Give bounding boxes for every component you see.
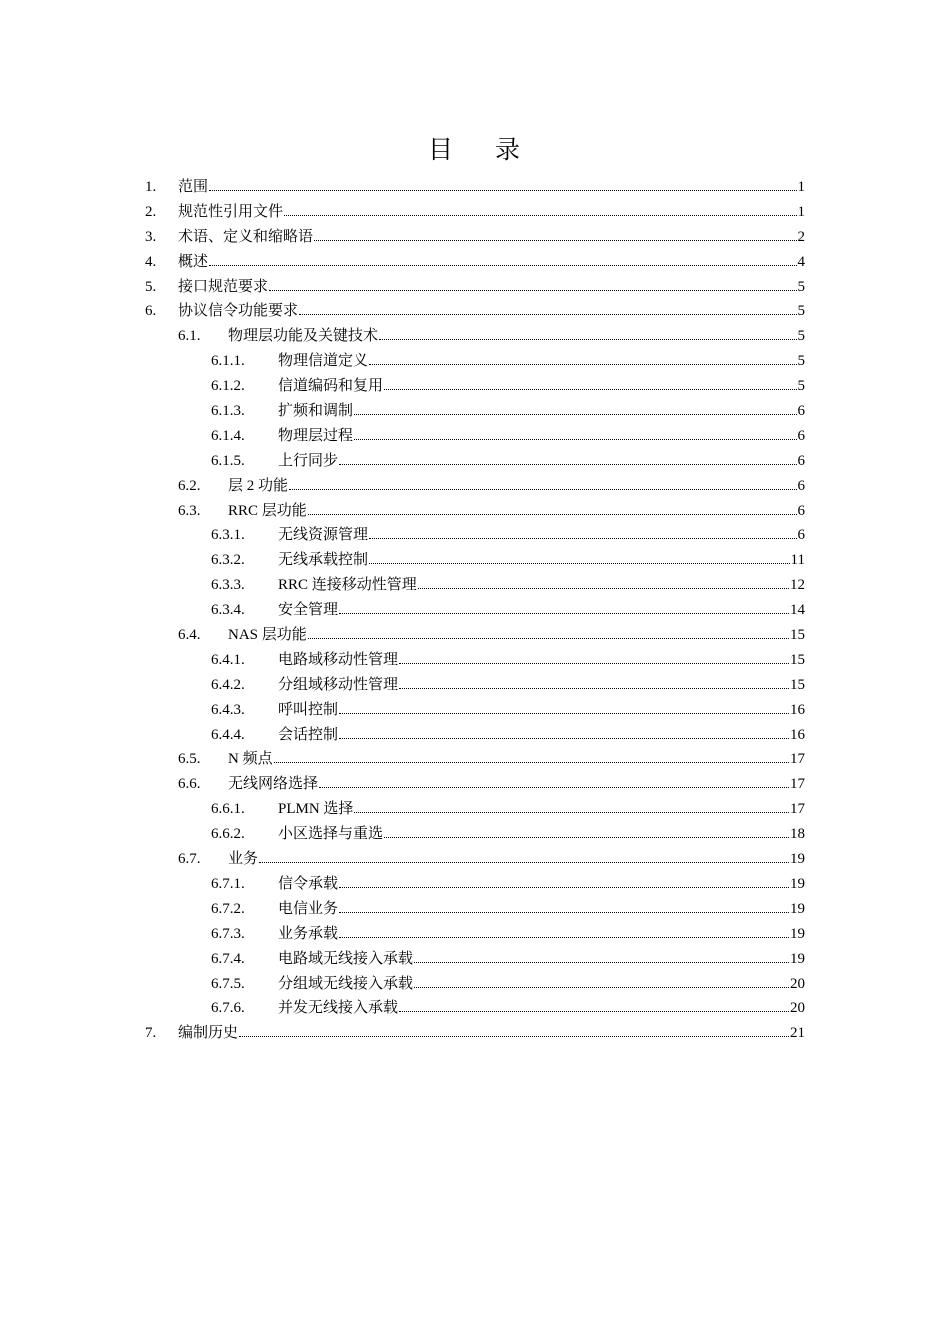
toc-entry-page-number: 5 (797, 353, 805, 370)
toc-entry-body (278, 998, 805, 1018)
toc-entry-page-number: 5 (797, 278, 805, 295)
toc-entry-body (178, 202, 805, 222)
toc-dot-leader (339, 887, 789, 888)
toc-entry-page-number: 6 (797, 502, 805, 519)
toc-entry-page-number: 19 (790, 950, 805, 967)
toc-dot-leader (354, 439, 796, 440)
toc-entry[interactable] (0, 797, 950, 822)
toc-entry-label: 层 2 功能 (228, 477, 289, 494)
toc-entry-label: 电路域无线接入承载 (278, 950, 414, 967)
toc-entry-number: 6.6. (178, 776, 201, 793)
toc-entry[interactable] (0, 747, 950, 772)
toc-entry-label: 信道编码和复用 (278, 378, 384, 395)
toc-entry-label: 编制历史 (178, 1025, 239, 1042)
toc-entry-page-number: 16 (790, 701, 805, 718)
toc-entry-label: 上行同步 (278, 452, 339, 469)
toc-dot-leader (289, 489, 796, 490)
toc-entry-label: 范围 (178, 179, 209, 195)
toc-entry-label: 电信业务 (278, 900, 339, 917)
toc-entry-page-number: 15 (790, 627, 805, 644)
toc-entry-number: 6.1. (178, 328, 201, 345)
toc-entry-page-number: 19 (790, 875, 805, 892)
page-title-part-2: 录 (495, 137, 523, 164)
toc-dot-leader (339, 464, 796, 465)
toc-dot-leader (369, 563, 790, 564)
toc-entry-page-number: 19 (790, 900, 805, 917)
toc-dot-leader (399, 1011, 789, 1012)
toc-entry[interactable] (0, 349, 950, 374)
toc-entry-number: 6.4.3. (211, 701, 245, 718)
toc-entry[interactable] (0, 299, 950, 324)
toc-entry-body (278, 376, 805, 396)
toc-entry[interactable] (0, 623, 950, 648)
toc-entry-body (278, 974, 805, 994)
toc-entry-number: 6.6.1. (211, 801, 245, 818)
toc-dot-leader (399, 688, 789, 689)
toc-dot-leader (354, 414, 796, 415)
page-title (0, 134, 950, 168)
toc-entry[interactable] (0, 822, 950, 847)
toc-entry[interactable] (0, 598, 950, 623)
toc-entry-page-number: 5 (797, 303, 805, 320)
toc-dot-leader (209, 265, 796, 266)
toc-entry[interactable] (0, 250, 950, 275)
toc-entry[interactable] (0, 548, 950, 573)
toc-entry-page-number: 21 (790, 1025, 805, 1042)
toc-entry-body (278, 351, 805, 371)
toc-entry-body (278, 401, 805, 421)
toc-dot-leader (369, 538, 796, 539)
toc-dot-leader (269, 290, 796, 291)
toc-entry-body (278, 600, 805, 620)
toc-entry-body (278, 525, 805, 545)
toc-dot-leader (239, 1036, 789, 1037)
toc-entry-body (178, 277, 805, 297)
toc-entry-page-number: 14 (790, 602, 805, 619)
toc-entry-page-number: 17 (790, 751, 805, 768)
toc-entry-number: 4. (145, 253, 157, 270)
toc-entry-label: 概述 (178, 253, 209, 270)
toc-entry-body (178, 301, 805, 321)
toc-dot-leader (399, 663, 789, 664)
toc-entry-label: 术语、定义和缩略语 (178, 228, 314, 245)
toc-entry-page-number: 19 (790, 925, 805, 942)
toc-entry-page-number: 6 (797, 477, 805, 494)
toc-dot-leader (319, 787, 789, 788)
toc-entry[interactable] (0, 474, 950, 499)
toc-entry-page-number: 12 (790, 577, 805, 594)
toc-entry-body (278, 949, 805, 969)
toc-entry-body (278, 550, 805, 570)
toc-entry-page-number: 2 (797, 228, 805, 245)
toc-entry-number: 6.1.2. (211, 378, 245, 395)
toc-entry-page-number: 6 (797, 452, 805, 469)
toc-entry[interactable] (0, 897, 950, 922)
toc-entry[interactable] (0, 523, 950, 548)
toc-entry-label: NAS 层功能 (228, 627, 307, 644)
toc-entry-number: 6.3.1. (211, 527, 245, 544)
toc-entry-number: 6.1.3. (211, 403, 245, 420)
toc-entry-label: 会话控制 (278, 726, 339, 743)
toc-entry-label: 信令承载 (278, 875, 339, 892)
toc-entry-page-number: 5 (797, 328, 805, 345)
toc-dot-leader (369, 364, 796, 365)
toc-dot-leader (339, 912, 789, 913)
toc-entry-number: 7. (145, 1025, 157, 1042)
toc-entry-body (278, 451, 805, 471)
toc-entry-page-number: 15 (790, 676, 805, 693)
toc-entry-body (278, 650, 805, 670)
toc-entry-number: 6.7. (178, 851, 201, 868)
toc-entry-body (278, 426, 805, 446)
toc-dot-leader (308, 638, 789, 639)
toc-entry-number: 6.7.1. (211, 875, 245, 892)
toc-entry-number: 6.7.2. (211, 900, 245, 917)
toc-entry[interactable] (0, 499, 950, 524)
toc-entry-label: 规范性引用文件 (178, 203, 284, 220)
toc-entry-label: 物理层功能及关键技术 (228, 328, 379, 345)
toc-entry[interactable] (0, 225, 950, 250)
toc-entry-page-number: 16 (790, 726, 805, 743)
toc-entry-label: 小区选择与重选 (278, 826, 384, 843)
toc-entry[interactable] (0, 399, 950, 424)
toc-dot-leader (274, 762, 789, 763)
toc-entry[interactable] (0, 1021, 950, 1046)
page-title-part-1: 目 (427, 137, 455, 164)
toc-entry[interactable] (0, 374, 950, 399)
toc-entry-page-number: 6 (797, 427, 805, 444)
toc-entry-label: 无线网络选择 (228, 776, 319, 793)
toc-dot-leader (339, 937, 789, 938)
toc-entry[interactable] (0, 673, 950, 698)
toc-dot-leader (379, 339, 796, 340)
toc-entry[interactable] (0, 275, 950, 300)
toc-entry-number: 6.2. (178, 477, 201, 494)
toc-entry-page-number: 17 (790, 776, 805, 793)
toc-entry-body (228, 774, 805, 794)
toc-entry-page-number: 15 (790, 651, 805, 668)
toc-entry-number: 3. (145, 228, 157, 245)
toc-entry-page-number: 20 (790, 975, 805, 992)
toc-entry-body (278, 899, 805, 919)
toc-entry[interactable] (0, 175, 950, 200)
toc-entry-number: 6.7.5. (211, 975, 245, 992)
toc-dot-leader (259, 862, 789, 863)
toc-entry[interactable] (0, 972, 950, 997)
toc-entry-label: 业务承载 (278, 925, 339, 942)
toc-dot-leader (339, 738, 789, 739)
toc-entry-number: 6. (145, 303, 157, 320)
toc-entry[interactable] (0, 872, 950, 897)
toc-entry-label: 业务 (228, 851, 259, 868)
toc-entry-number: 6.1.4. (211, 427, 245, 444)
toc-entry-label: 物理层过程 (278, 427, 354, 444)
toc-entry[interactable] (0, 424, 950, 449)
toc-entry[interactable] (0, 449, 950, 474)
toc-entry-number: 6.3.4. (211, 602, 245, 619)
toc-entry-label: PLMN 选择 (278, 801, 354, 818)
toc-dot-leader (384, 837, 789, 838)
toc-dot-leader (209, 190, 796, 191)
toc-entry-body (178, 252, 805, 272)
toc-entry-page-number: 11 (790, 552, 805, 569)
toc-entry-body (228, 849, 805, 869)
toc-entry-label: 电路域移动性管理 (278, 651, 399, 668)
toc-dot-leader (414, 987, 789, 988)
toc-entry-number: 6.1.5. (211, 452, 245, 469)
toc-entry-number: 6.7.4. (211, 950, 245, 967)
toc-entry-body (278, 725, 805, 745)
toc-entry-number: 6.6.2. (211, 826, 245, 843)
toc-entry-body (228, 501, 805, 521)
toc-entry-body (278, 700, 805, 720)
toc-entry-label: RRC 连接移动性管理 (278, 577, 417, 594)
toc-entry-body (278, 824, 805, 844)
toc-entry-label: 并发无线接入承载 (278, 1000, 399, 1017)
toc-entry-page-number: 6 (797, 403, 805, 420)
toc-entry[interactable] (0, 648, 950, 673)
toc-dot-leader (414, 962, 789, 963)
toc-entry-number: 2. (145, 203, 157, 220)
toc-dot-leader (284, 215, 796, 216)
toc-entry[interactable] (0, 947, 950, 972)
toc-entry-page-number: 1 (797, 179, 805, 195)
toc-entry-number: 6.4.2. (211, 676, 245, 693)
toc-entry-label: RRC 层功能 (228, 502, 307, 519)
toc-entry[interactable] (0, 772, 950, 797)
toc-dot-leader (418, 588, 789, 589)
toc-entry-page-number: 17 (790, 801, 805, 818)
toc-entry-label: 扩频和调制 (278, 403, 354, 420)
toc-entry-body (228, 625, 805, 645)
toc-entry-body (278, 575, 805, 595)
toc-dot-leader (354, 812, 789, 813)
toc-entry[interactable] (0, 922, 950, 947)
toc-dot-leader (308, 514, 797, 515)
toc-entry-number: 6.4. (178, 627, 201, 644)
toc-entry-number: 6.4.4. (211, 726, 245, 743)
toc-dot-leader (339, 613, 789, 614)
toc-entry[interactable] (0, 996, 950, 1021)
toc-entry-page-number: 20 (790, 1000, 805, 1017)
toc-entry[interactable] (0, 847, 950, 872)
toc-entry-body (178, 227, 805, 247)
toc-entry-body (228, 749, 805, 769)
toc-entry-body (228, 476, 805, 496)
toc-entry-label: 分组域无线接入承载 (278, 975, 414, 992)
toc-dot-leader (314, 240, 796, 241)
toc-entry-label: 协议信令功能要求 (178, 303, 299, 320)
toc-entry-label: 物理信道定义 (278, 353, 369, 370)
toc-entry-label: N 频点 (228, 751, 273, 768)
table-of-contents (0, 175, 950, 1046)
toc-entry-number: 6.4.1. (211, 651, 245, 668)
toc-entry-number: 6.1.1. (211, 353, 245, 370)
toc-entry[interactable] (0, 324, 950, 349)
toc-entry[interactable] (0, 723, 950, 748)
toc-entry-page-number: 4 (797, 253, 805, 270)
toc-entry-label: 无线资源管理 (278, 527, 369, 544)
toc-entry[interactable] (0, 573, 950, 598)
toc-entry-number: 6.7.6. (211, 1000, 245, 1017)
toc-entry-body (278, 799, 805, 819)
toc-entry-page-number: 6 (797, 527, 805, 544)
toc-entry-page-number: 18 (790, 826, 805, 843)
toc-entry-number: 6.3.2. (211, 552, 245, 569)
toc-dot-leader (339, 713, 789, 714)
toc-entry-number: 6.3.3. (211, 577, 245, 594)
toc-entry-body (278, 675, 805, 695)
toc-dot-leader (299, 314, 796, 315)
toc-entry-body (278, 924, 805, 944)
toc-entry-body (178, 177, 805, 197)
toc-entry[interactable] (0, 200, 950, 225)
toc-entry-number: 5. (145, 278, 157, 295)
toc-entry-label: 分组域移动性管理 (278, 676, 399, 693)
toc-entry-page-number: 19 (790, 851, 805, 868)
toc-entry-number: 1. (145, 179, 157, 195)
toc-entry-body (228, 326, 805, 346)
toc-entry-label: 安全管理 (278, 602, 339, 619)
toc-entry-page-number: 1 (797, 203, 805, 220)
toc-entry-number: 6.3. (178, 502, 201, 519)
toc-entry-body (278, 874, 805, 894)
toc-entry-page-number: 5 (797, 378, 805, 395)
toc-entry-number: 6.5. (178, 751, 201, 768)
toc-entry[interactable] (0, 698, 950, 723)
toc-entry-label: 接口规范要求 (178, 278, 269, 295)
toc-entry-number: 6.7.3. (211, 925, 245, 942)
toc-dot-leader (384, 389, 796, 390)
toc-entry-body (178, 1023, 805, 1043)
toc-entry-label: 呼叫控制 (278, 701, 339, 718)
toc-entry-label: 无线承载控制 (278, 552, 369, 569)
